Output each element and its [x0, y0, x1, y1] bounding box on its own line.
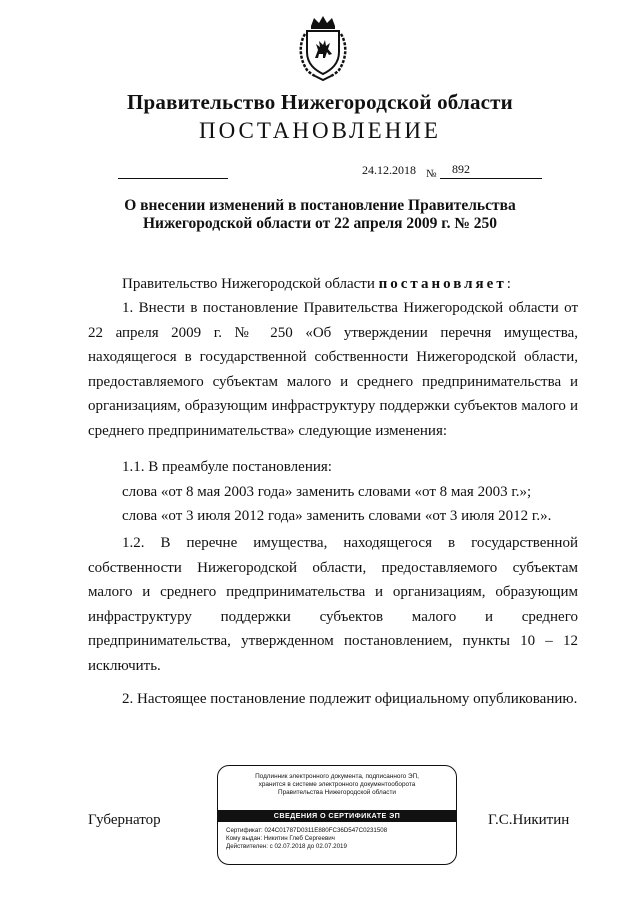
paragraph-1-1-a: слова «от 8 мая 2003 года» заменить словами «от 8 мая 2003 г.»;: [122, 483, 532, 500]
document-date: 24.12.2018: [362, 163, 416, 177]
number-sign: №: [426, 168, 437, 180]
signatory-position: Губернатор: [88, 812, 161, 828]
certificate-validity: Действителен: с 02.07.2018 до 02.07.2019: [226, 843, 347, 850]
subject-line-1: О внесении изменений в постановление Правительства: [124, 197, 516, 214]
paragraph-1-1-text: 1.1. В преамбуле постановления:: [122, 459, 332, 475]
signatory-name: Г.С.Никитин: [488, 812, 570, 828]
certificate-stamp: [217, 765, 457, 865]
paragraph-1-text: 1. Внести в постановление Правительства Нижегородской области от 22 апреля 2009 г. № 250 «Об утверждении перечня имущества, находящегося в государственной собственности Нижегородской области, предоставляемого субъектам малого и среднего предпринимательства и организациям, образующим инфраструктуру поддержки субъектов малого и среднего предпринимательства» следующие изменения:: [88, 300, 578, 439]
document-subject: [60, 197, 580, 233]
intro-spaced-word: постановляет: [378, 276, 507, 292]
document-number: 892: [452, 162, 470, 176]
certificate-owner: Кому выдан: Никитин Глеб Сергеевич: [226, 835, 335, 842]
paragraph-1-2: [88, 531, 578, 678]
paragraph-1: [88, 296, 578, 443]
certificate-note-line-2: хранится в системе электронного документооборота: [258, 781, 416, 788]
paragraph-1-2-text: 1.2. В перечне имущества, находящегося в государственной собственности Нижегородской области, предоставляемого субъектам малого и среднего предпринимательства и организациям, образующим инфраструктуру поддержки субъектов малого и среднего предпринимательства, утвержденном постановлением, пункты 10 – 12 исключить.: [88, 535, 578, 674]
blank-line: [118, 178, 228, 179]
certificate-note: [226, 773, 448, 797]
paragraph-2: [88, 687, 578, 712]
coat-of-arms-icon: [295, 14, 351, 82]
number-line: [440, 178, 542, 179]
paragraph-2-text: 2. Настоящее постановление подлежит официальному опубликованию.: [122, 691, 578, 707]
government-title: Правительство Нижегородской области: [127, 90, 513, 114]
paragraph-1-1-b: слова «от 3 июля 2012 года» заменить словами «от 3 июля 2012 г.».: [122, 508, 552, 524]
paragraph-1-1: [88, 455, 578, 529]
certificate-title: СВЕДЕНИЯ О СЕРТИФИКАТЕ ЭП: [218, 810, 456, 822]
certificate-note-line-1: Подлинник электронного документа, подписанного ЭП,: [255, 773, 419, 780]
intro-suffix: :: [506, 276, 511, 292]
certificate-details: [226, 827, 450, 851]
certificate-serial: Сертификат: 024C01787D0311E880FC36D547C0231508: [226, 827, 388, 834]
intro-prefix: Правительство Нижегородской области: [122, 276, 379, 292]
document-type: ПОСТАНОВЛЕНИЕ: [199, 118, 441, 143]
subject-line-2: Нижегородской области от 22 апреля 2009 г. № 250: [142, 215, 498, 232]
intro-paragraph: [88, 272, 578, 297]
certificate-note-line-3: Правительства Нижегородской области: [277, 789, 397, 796]
